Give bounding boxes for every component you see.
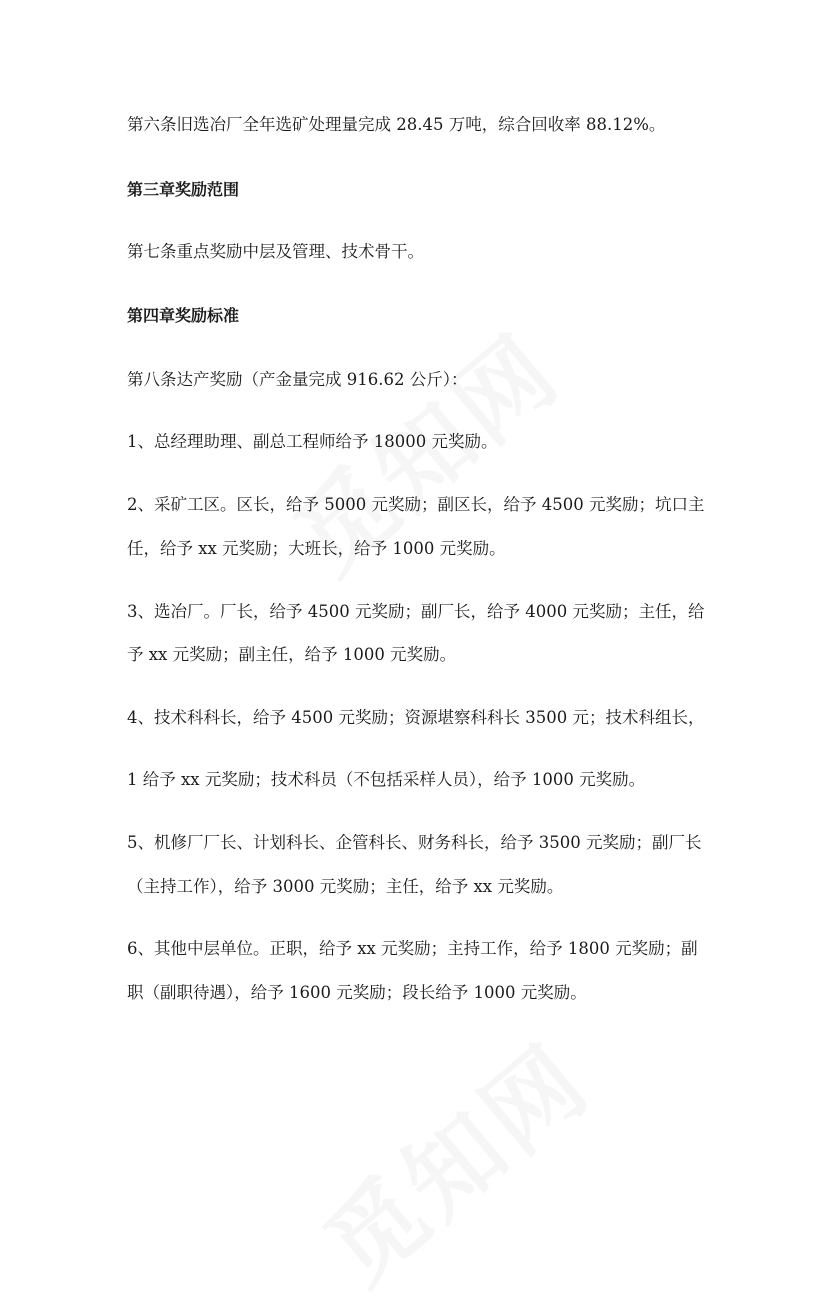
chapter-4-heading: 第四章奖励标准 xyxy=(127,306,240,325)
item-4-line-2: 1 给予 xx 元奖励；技术科员（不包括采样人员），给予 1000 元奖励。 xyxy=(127,770,646,789)
article-7: 第七条重点奖励中层及管理、技术骨干。 xyxy=(127,242,424,261)
watermark xyxy=(292,1008,614,1309)
article-6: 第六条旧选冶厂全年选矿处理量完成 28.45 万吨，综合回收率 88.12%。 xyxy=(127,115,666,134)
item-2-line-2: 任，给予 xx 元奖励；大班长，给予 1000 元奖励。 xyxy=(127,539,506,558)
item-3-line-2: 予 xx 元奖励；副主任，给予 1000 元奖励。 xyxy=(127,645,457,664)
item-3-line-1: 3、选冶厂。厂长，给予 4500 元奖励；副厂长，给予 4000 元奖励；主任，给 xyxy=(127,602,705,621)
chapter-3-heading: 第三章奖励范围 xyxy=(127,180,240,199)
article-8: 第八条达产奖励（产金量完成 916.62 公斤）： xyxy=(127,370,468,389)
item-6-line-1: 6、其他中层单位。正职，给予 xx 元奖励；主持工作，给予 1800 元奖励；副 xyxy=(127,939,698,958)
item-5-line-2: （主持工作），给予 3000 元奖励；主任，给予 xx 元奖励。 xyxy=(127,877,564,896)
item-2-line-1: 2、采矿工区。区长，给予 5000 元奖励；副区长，给予 4500 元奖励；坑口主 xyxy=(127,495,705,514)
item-4-line-1: 4、技术科科长，给予 4500 元奖励；资源堪察科科长 3500 元；技术科组长， xyxy=(127,708,705,727)
item-1: 1、总经理助理、副总工程师给予 18000 元奖励。 xyxy=(127,432,498,451)
item-6-line-2: 职（副职待遇），给予 1600 元奖励；段长给予 1000 元奖励。 xyxy=(127,983,587,1002)
item-5-line-1: 5、机修厂厂长、计划科长、企管科长、财务科长，给予 3500 元奖励；副厂长 xyxy=(127,833,702,852)
